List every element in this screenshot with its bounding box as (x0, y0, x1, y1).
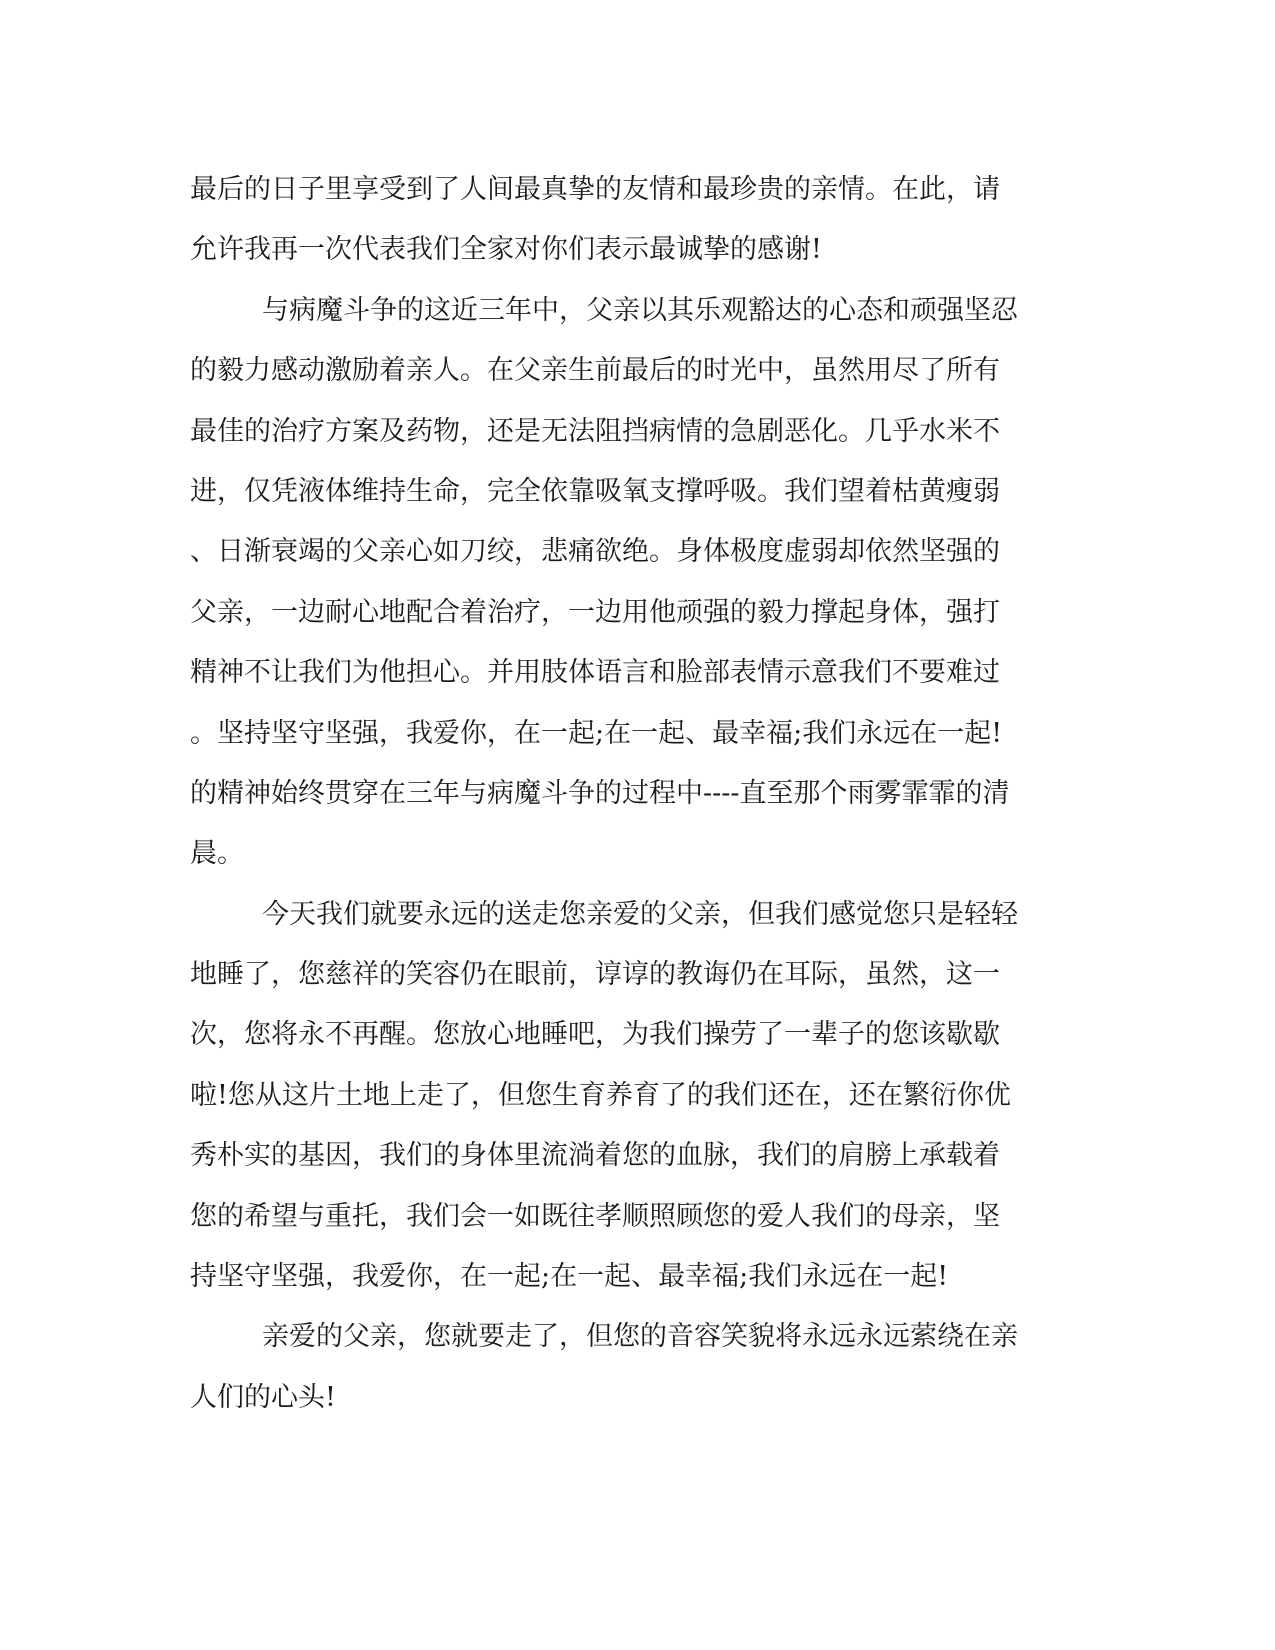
text-line: 的精神始终贯穿在三年与病魔斗争的过程中----直至那个雨雾霏霏的清 (190, 777, 1010, 809)
text-line: 进，仅凭液体维持生命，完全依靠吸氧支撑呼吸。我们望着枯黄瘦弱 (190, 475, 1000, 507)
text-line: 、日渐衰竭的父亲心如刀绞，悲痛欲绝。身体极度虚弱却依然坚强的 (190, 536, 1000, 568)
text-line: 秀朴实的基因，我们的身体里流淌着您的血脉，我们的肩膀上承载着 (190, 1140, 1000, 1172)
text-line-paragraph-start: 亲爱的父亲，您就要走了，但您的音容笑貌将永远永远萦绕在亲 (262, 1321, 1018, 1353)
text-line: 最后的日子里享受到了人间最真挚的友情和最珍贵的亲情。在此，请 (190, 174, 1000, 205)
text-line: 地睡了，您慈祥的笑容仍在眼前，谆谆的教诲仍在耳际，虽然，这一 (190, 959, 1000, 991)
text-line: 人们的心头! (190, 1381, 336, 1413)
text-line: 啦!您从这片土地上走了，但您生育养育了的我们还在，还在繁衍你优 (190, 1079, 1011, 1111)
text-line: 的毅力感动激励着亲人。在父亲生前最后的时光中，虽然用尽了所有 (190, 355, 1000, 387)
text-line: 最佳的治疗方案及药物，还是无法阻挡病情的急剧恶化。几乎水米不 (190, 415, 1000, 447)
text-line-paragraph-start: 今天我们就要永远的送走您亲爱的父亲，但我们感觉您只是轻轻 (262, 898, 1018, 930)
text-line: 您的希望与重托，我们会一如既往孝顺照顾您的爱人我们的母亲，坚 (190, 1200, 1000, 1232)
text-line: 晨。 (190, 838, 244, 870)
text-line: 精神不让我们为他担心。并用肢体语言和脸部表情示意我们不要难过 (190, 657, 1000, 689)
text-line: 允许我再一次代表我们全家对你们表示最诚挚的感谢! (190, 234, 822, 266)
document-body (190, 160, 1090, 1428)
text-line: 父亲，一边耐心地配合着治疗，一边用他顽强的毅力撑起身体，强打 (190, 596, 1000, 628)
text-line: 。坚持坚守坚强，我爱你，在一起;在一起、最幸福;我们永远在一起! (190, 717, 1003, 749)
text-line: 持坚守坚强，我爱你，在一起;在一起、最幸福;我们永远在一起! (190, 1261, 949, 1293)
text-line: 次，您将永不再醒。您放心地睡吧，为我们操劳了一辈子的您该歇歇 (190, 1019, 1000, 1051)
text-line-paragraph-start: 与病魔斗争的这近三年中，父亲以其乐观豁达的心态和顽强坚忍 (262, 294, 1018, 326)
